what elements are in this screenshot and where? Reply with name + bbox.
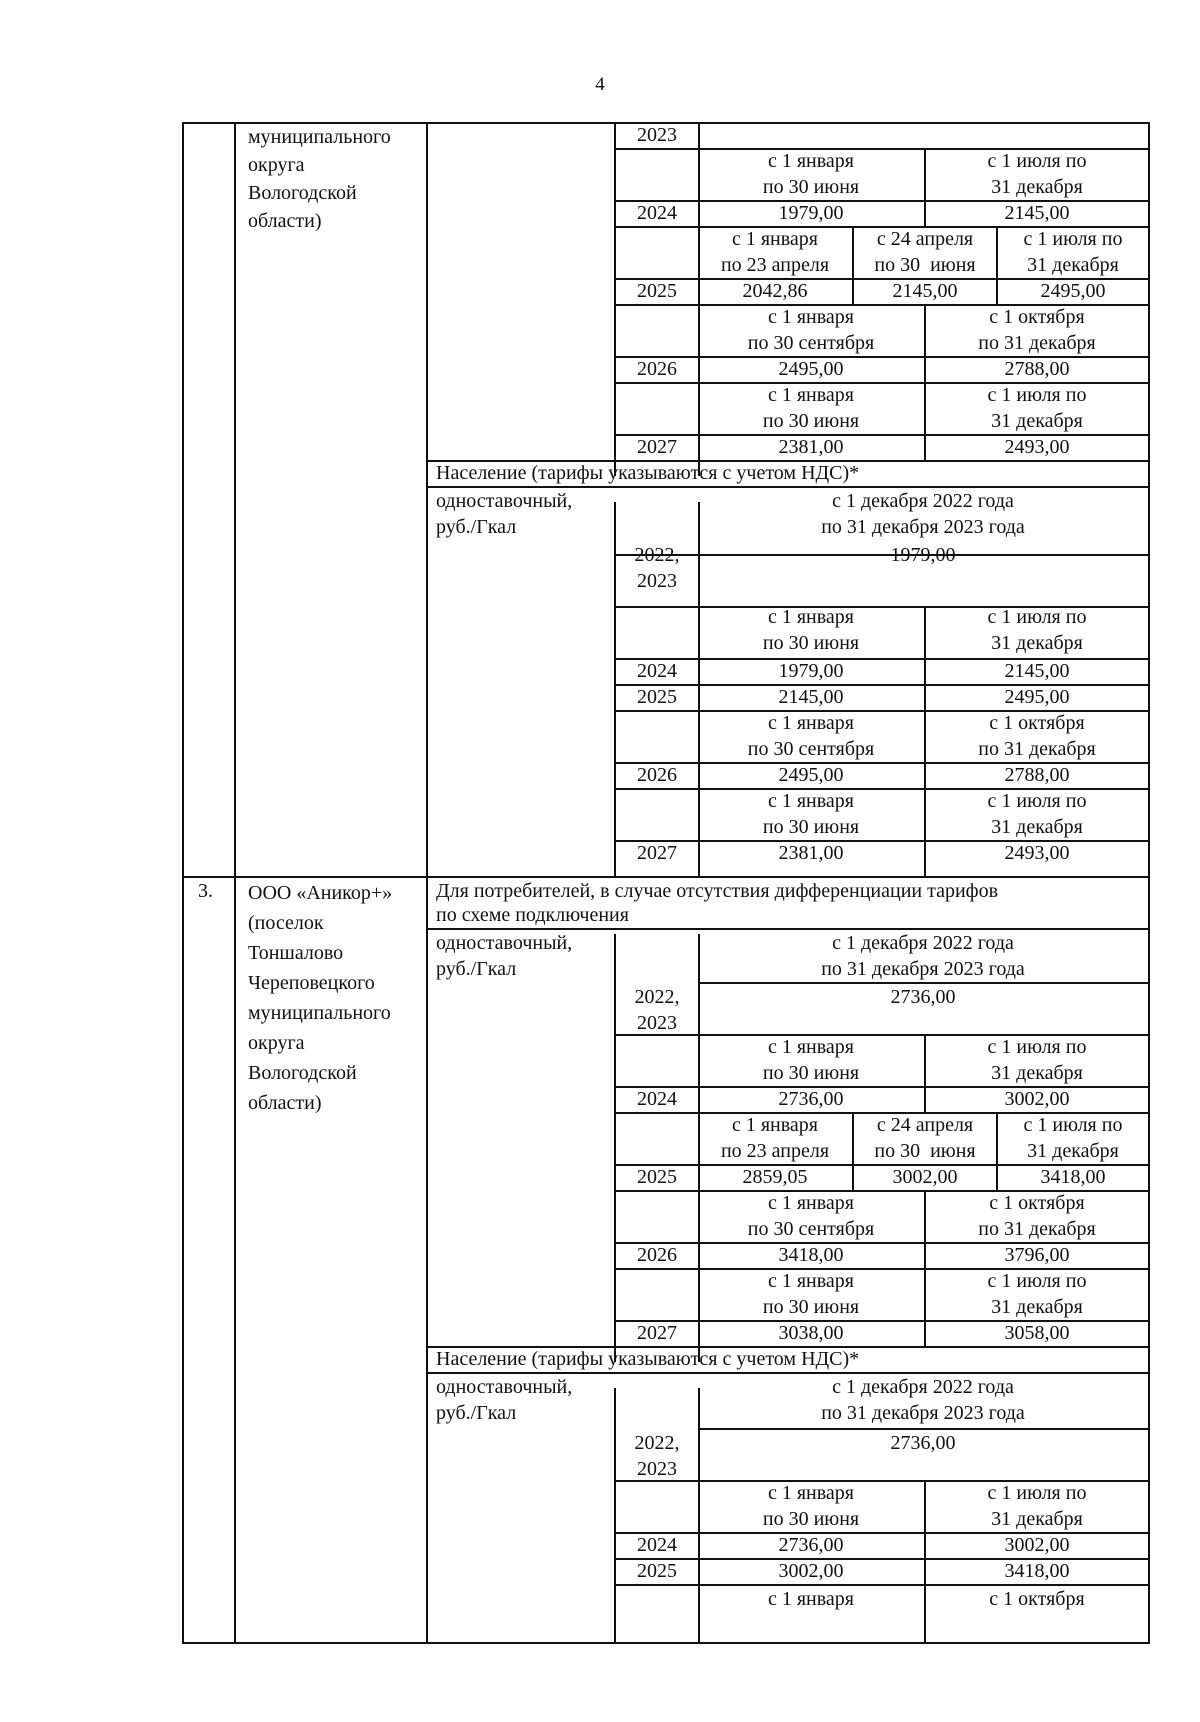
period-cell: по 30 июня — [762, 1296, 860, 1318]
consumers-header: Для потребителей, в случае отсутствия дифференциации тарифов — [436, 880, 999, 902]
period-cell: по 30 июня — [762, 632, 860, 654]
tariff-value: 2381,00 — [778, 436, 844, 458]
period-cell: с 1 января — [767, 1482, 855, 1504]
tariff-value: 3418,00 — [1040, 1166, 1106, 1188]
tariff-value: 3002,00 — [892, 1166, 958, 1188]
period-cell: с 1 июля по — [987, 1482, 1087, 1504]
table-border-right — [1148, 122, 1150, 1644]
period-cell: по 31 декабря — [978, 332, 1096, 354]
tariff-kind: руб./Гкал — [436, 1402, 517, 1424]
tariff-kind: одноставочный, — [436, 1376, 573, 1398]
year-cell: 2027 — [637, 436, 677, 458]
period-cell: по 30 сентября — [747, 1218, 875, 1240]
period-cell: с 1 января — [767, 712, 855, 734]
period-cell: с 1 июля по — [1023, 228, 1123, 250]
tariff-value: 3002,00 — [1004, 1088, 1070, 1110]
year-cell: 2025 — [637, 1560, 677, 1582]
consumers-header: по схеме подключения — [436, 904, 629, 926]
period-cell: с 1 октября — [989, 712, 1085, 734]
period-cell: с 1 января — [767, 150, 855, 172]
tariff-value: 2736,00 — [890, 1432, 956, 1454]
tariff-value: 3002,00 — [1004, 1534, 1070, 1556]
year-cell: 2022, — [634, 1432, 680, 1454]
tariff-value: 2493,00 — [1004, 842, 1070, 864]
tariff-kind: руб./Гкал — [436, 516, 517, 538]
year-cell: 2023 — [637, 570, 677, 592]
row-number: 3. — [198, 880, 213, 902]
year-cell: 2023 — [637, 1012, 677, 1034]
population-header: Население (тарифы указываются с учетом НДС)* — [436, 462, 860, 484]
period-cell: с 1 января — [767, 790, 855, 812]
period-cell: с 1 января — [767, 306, 855, 328]
period-cell: с 1 октября — [989, 1588, 1085, 1610]
year-cell: 2024 — [637, 660, 677, 682]
period-cell: с 1 июля по — [987, 150, 1087, 172]
period-cell: 31 декабря — [991, 632, 1083, 654]
org-name-line: ООО «Аникор+» — [248, 882, 393, 904]
period-cell: с 1 октября — [989, 306, 1085, 328]
table-border-left — [182, 122, 184, 1644]
period-cell: по 30 июня — [762, 816, 860, 838]
period-cell: по 30 сентября — [747, 332, 875, 354]
period-cell: 31 декабря — [1027, 1140, 1119, 1162]
tariff-value: 1979,00 — [778, 660, 844, 682]
year-cell: 2025 — [637, 280, 677, 302]
tariff-value: 1979,00 — [778, 202, 844, 224]
period-cell: по 23 апреля — [720, 1140, 830, 1162]
year-cell: 2025 — [637, 1166, 677, 1188]
tariff-kind: одноставочный, — [436, 490, 573, 512]
period-cell: с 1 декабря 2022 года — [832, 490, 1014, 512]
period-cell: с 1 января — [767, 1036, 855, 1058]
tariff-value: 2145,00 — [1004, 660, 1070, 682]
population-header: Население (тарифы указываются с учетом НДС)* — [436, 1348, 860, 1370]
year-cell: 2027 — [637, 1322, 677, 1344]
period-cell: 31 декабря — [991, 410, 1083, 432]
period-cell: с 1 июля по — [987, 790, 1087, 812]
period-cell: по 30 июня — [874, 1140, 976, 1162]
period-cell: 31 декабря — [991, 176, 1083, 198]
tariff-table — [182, 122, 1150, 1644]
period-cell: по 23 апреля — [720, 254, 830, 276]
org-name-line: области) — [248, 1092, 322, 1114]
year-cell: 2022, — [634, 986, 680, 1008]
period-cell: с 24 апреля — [876, 228, 974, 250]
period-cell: с 24 апреля — [876, 1114, 974, 1136]
tariff-value: 1979,00 — [890, 544, 956, 566]
period-cell: с 1 июля по — [987, 1270, 1087, 1292]
tariff-kind: руб./Гкал — [436, 958, 517, 980]
period-cell: с 1 июля по — [1023, 1114, 1123, 1136]
org-name-line: области) — [248, 210, 322, 232]
org-name-line: муниципального — [248, 1002, 391, 1024]
period-cell: с 1 января — [767, 606, 855, 628]
org-name-line: муниципального — [248, 126, 391, 148]
year-cell: 2023 — [637, 1458, 677, 1480]
period-cell: с 1 июля по — [987, 384, 1087, 406]
tariff-value: 2736,00 — [778, 1534, 844, 1556]
year-cell: 2026 — [637, 358, 677, 380]
org-name-line: округа — [248, 154, 305, 176]
period-cell: 31 декабря — [991, 1508, 1083, 1530]
period-cell: с 1 июля по — [987, 1036, 1087, 1058]
period-cell: по 30 июня — [762, 410, 860, 432]
period-cell: по 31 декабря — [978, 1218, 1096, 1240]
period-cell: с 1 января — [767, 1588, 855, 1610]
tariff-value: 3796,00 — [1004, 1244, 1070, 1266]
tariff-value: 2788,00 — [1004, 764, 1070, 786]
year-cell: 2026 — [637, 1244, 677, 1266]
period-cell: с 1 октября — [989, 1192, 1085, 1214]
period-cell: 31 декабря — [991, 816, 1083, 838]
tariff-value: 2145,00 — [778, 686, 844, 708]
period-cell: 31 декабря — [991, 1296, 1083, 1318]
period-cell: по 30 июня — [762, 1062, 860, 1084]
period-cell: по 30 сентября — [747, 738, 875, 760]
period-cell: по 30 июня — [762, 176, 860, 198]
tariff-value: 2495,00 — [1004, 686, 1070, 708]
period-cell: с 1 января — [731, 228, 819, 250]
tariff-value: 2381,00 — [778, 842, 844, 864]
period-cell: с 1 января — [767, 384, 855, 406]
tariff-value: 2042,86 — [742, 280, 808, 302]
period-cell: с 1 декабря 2022 года — [832, 932, 1014, 954]
tariff-value: 2788,00 — [1004, 358, 1070, 380]
year-cell: 2027 — [637, 842, 677, 864]
page-number: 4 — [595, 74, 605, 95]
tariff-value: 2145,00 — [892, 280, 958, 302]
period-cell: по 31 декабря — [978, 738, 1096, 760]
org-name-line: (поселок — [248, 912, 324, 934]
tariff-value: 3002,00 — [778, 1560, 844, 1582]
period-cell: с 1 января — [767, 1270, 855, 1292]
tariff-value: 3418,00 — [778, 1244, 844, 1266]
tariff-value: 2495,00 — [778, 358, 844, 380]
tariff-value: 2495,00 — [1040, 280, 1106, 302]
year-cell: 2026 — [637, 764, 677, 786]
year-cell: 2024 — [637, 202, 677, 224]
org-name-line: Тоншалово — [248, 942, 344, 964]
year-cell: 2024 — [637, 1534, 677, 1556]
period-cell: по 31 декабря 2023 года — [821, 1402, 1025, 1424]
tariff-value: 2736,00 — [890, 986, 956, 1008]
tariff-value: 3038,00 — [778, 1322, 844, 1344]
period-cell: с 1 января — [731, 1114, 819, 1136]
year-cell: 2023 — [637, 124, 677, 146]
table-border-bottom — [182, 1642, 1150, 1644]
year-col-left — [614, 1388, 616, 1644]
col-line-1 — [234, 122, 236, 1644]
tariff-value: 2145,00 — [1004, 202, 1070, 224]
period-cell: 31 декабря — [991, 1062, 1083, 1084]
period-cell: с 1 декабря 2022 года — [832, 1376, 1014, 1398]
tariff-kind: одноставочный, — [436, 932, 573, 954]
period-cell: с 1 июля по — [987, 606, 1087, 628]
period-cell: с 1 января — [767, 1192, 855, 1214]
period-cell: по 30 июня — [762, 1508, 860, 1530]
tariff-value: 2495,00 — [778, 764, 844, 786]
col-line-2 — [426, 122, 428, 1644]
year-cell: 2022, — [634, 544, 680, 566]
year-cell: 2025 — [637, 686, 677, 708]
tariff-value: 3058,00 — [1004, 1322, 1070, 1344]
org-name-line: Вологодской — [248, 182, 357, 204]
period-cell: по 31 декабря 2023 года — [821, 516, 1025, 538]
org-name-line: Вологодской — [248, 1062, 357, 1084]
tariff-value: 2859,05 — [742, 1166, 808, 1188]
tariff-value: 2736,00 — [778, 1088, 844, 1110]
period-cell: по 31 декабря 2023 года — [821, 958, 1025, 980]
org-name-line: Череповецкого — [248, 972, 375, 994]
period-cell: по 30 июня — [874, 254, 976, 276]
tariff-value: 3418,00 — [1004, 1560, 1070, 1582]
org-name-line: округа — [248, 1032, 305, 1054]
tariff-value: 2493,00 — [1004, 436, 1070, 458]
year-cell: 2024 — [637, 1088, 677, 1110]
period-cell: 31 декабря — [1027, 254, 1119, 276]
